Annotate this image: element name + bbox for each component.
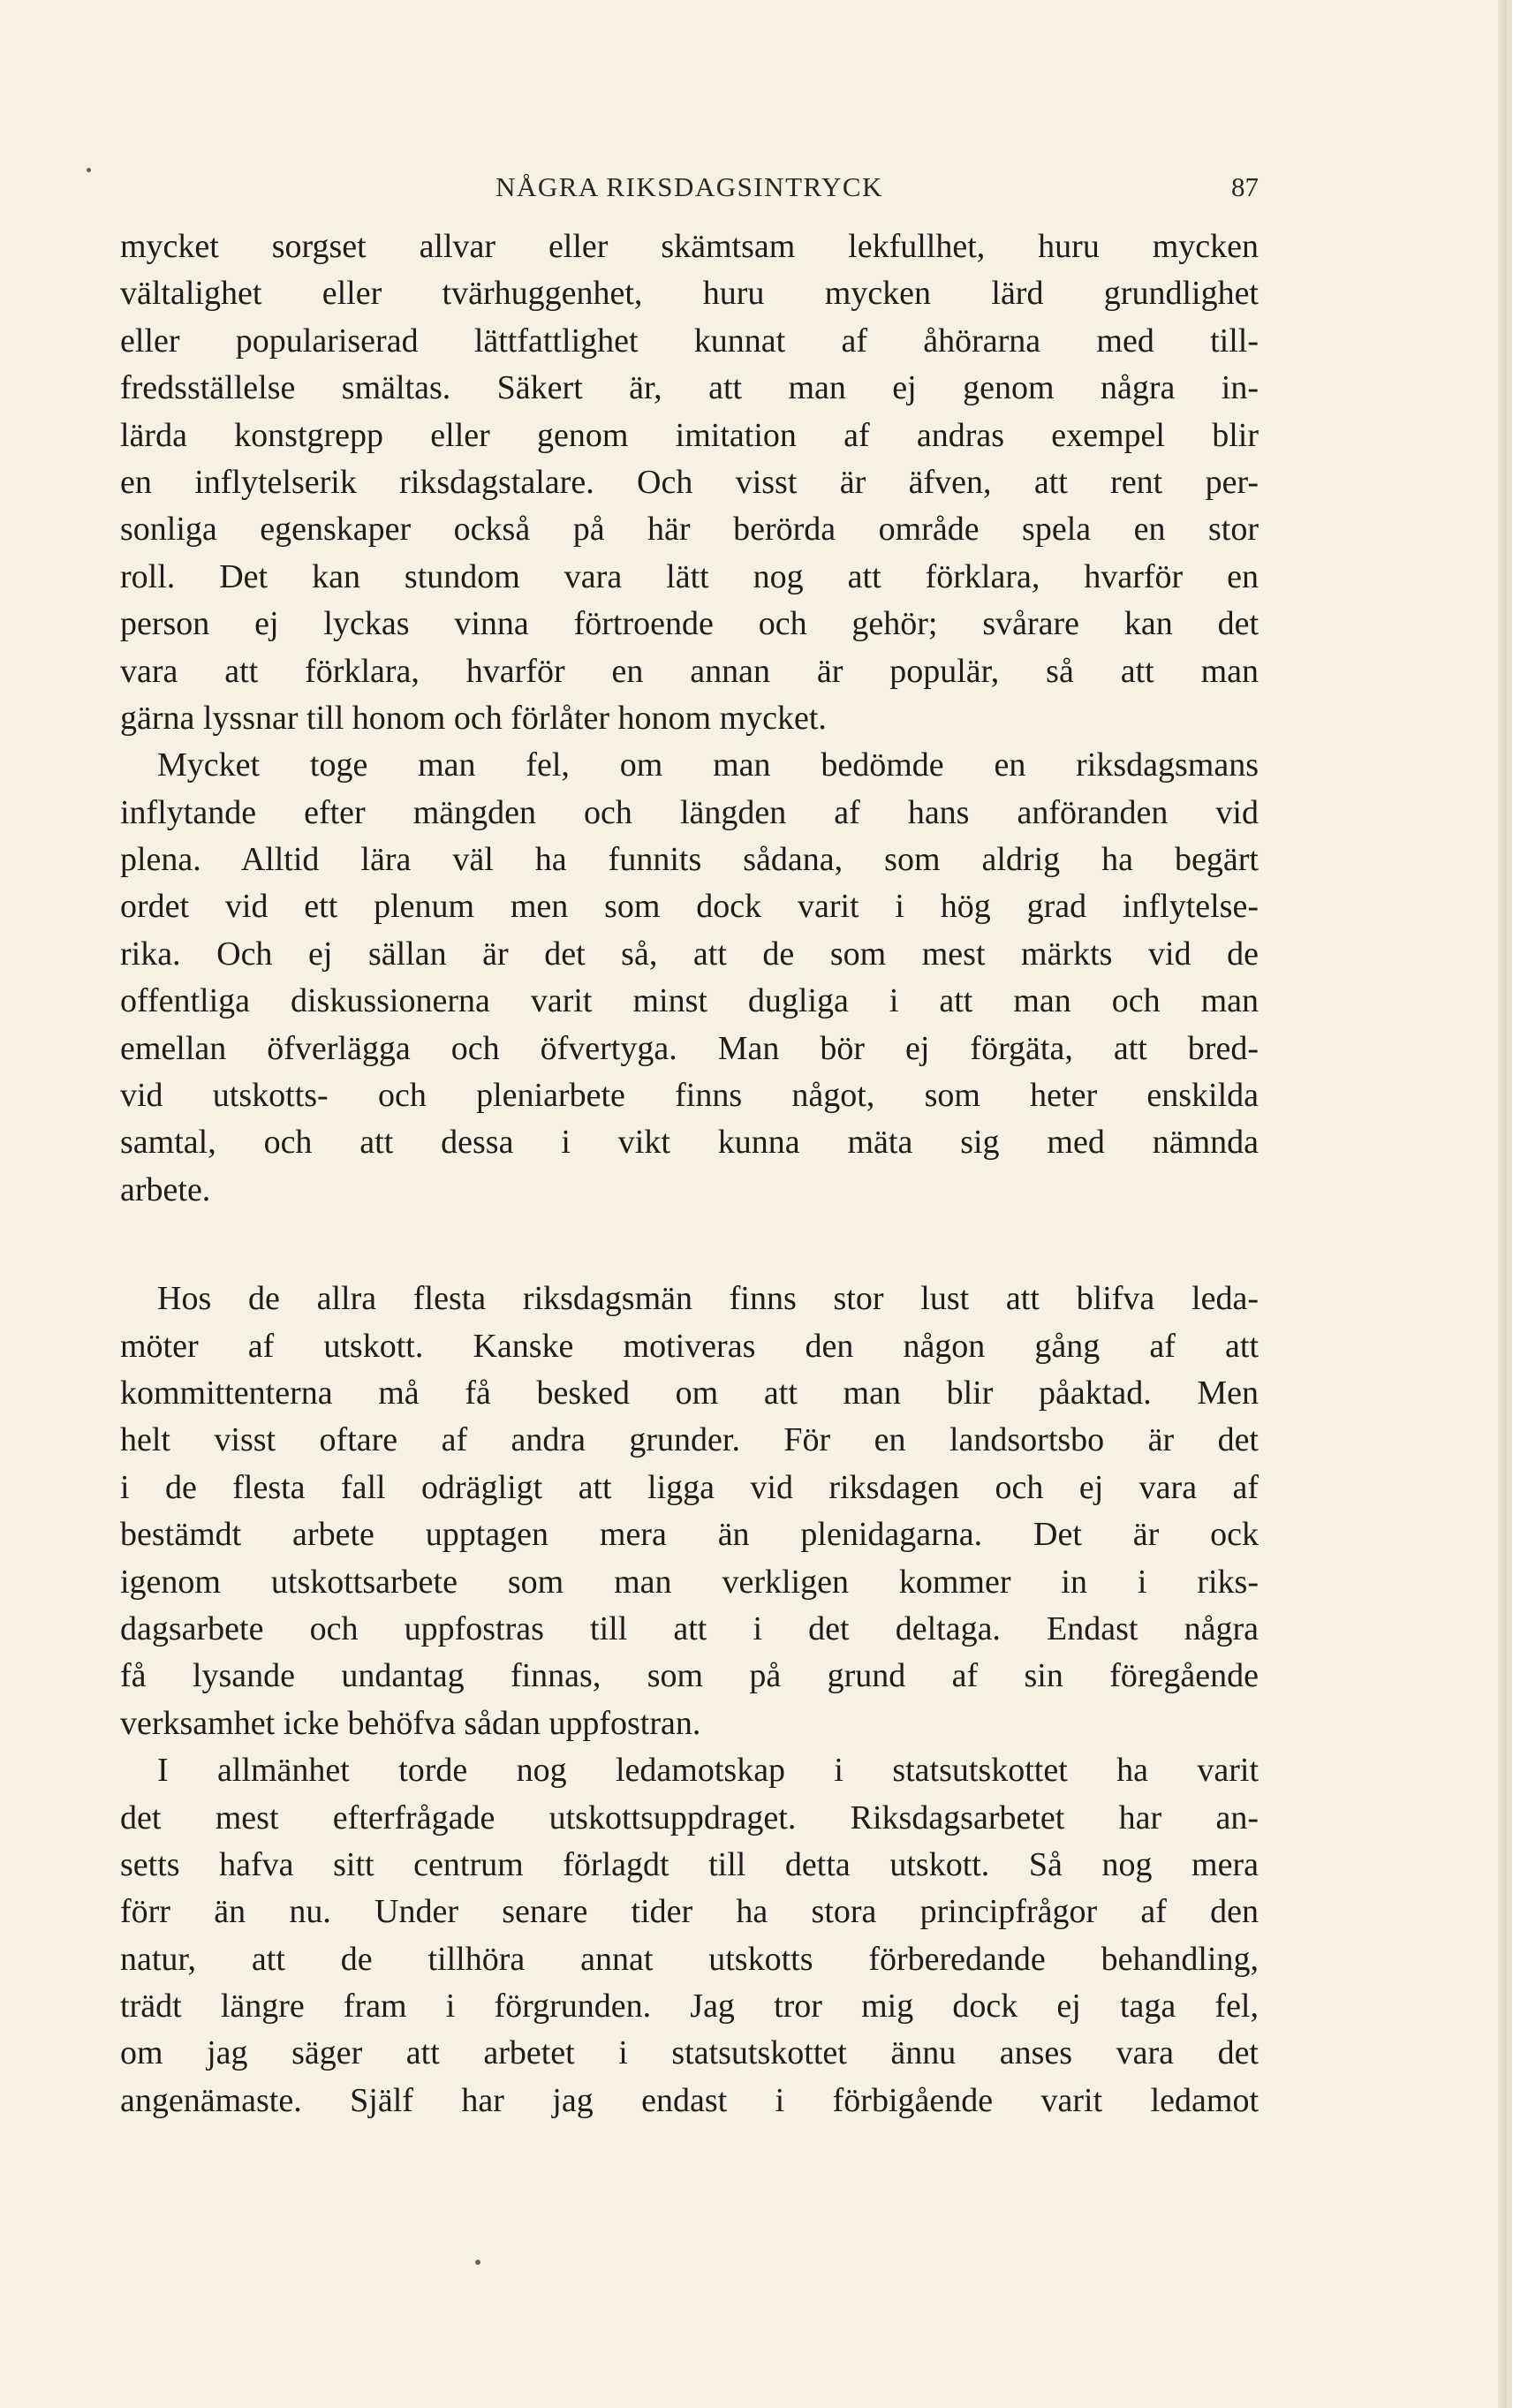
- text-line: förr än nu. Under senare tider ha stora principfrågor af den: [120, 1893, 1259, 1931]
- text-line: samtal, och att dessa i vikt kunna mäta sig med nämnda: [120, 1124, 1259, 1162]
- text-line: trädt längre fram i förgrunden. Jag tror mig dock ej taga fel,: [120, 1988, 1259, 2026]
- text-line: möter af utskott. Kanske motiveras den någon gång af att: [120, 1327, 1259, 1365]
- text-line: emellan öfverlägga och öfvertyga. Man bör ej förgäta, att bred-: [120, 1029, 1259, 1067]
- text-line: gärna lyssnar till honom och förlåter honom mycket.: [120, 699, 827, 737]
- text-line: om jag säger att arbetet i statsutskottet ännu anses vara det: [120, 2034, 1259, 2072]
- text-line: verksamhet icke behöfva sådan uppfostran.: [120, 1704, 701, 1742]
- ink-speck: [475, 2260, 480, 2265]
- text-line: natur, att de tillhöra annat utskotts förberedande behandling,: [120, 1940, 1259, 1978]
- text-line: fredsställelse smältas. Säkert är, att man ej genom några in-: [120, 369, 1259, 407]
- text-line: bestämdt arbete upptagen mera än plenidagarna. Det är ock: [120, 1516, 1259, 1554]
- page-number: 87: [1231, 171, 1259, 202]
- paragraph: [120, 223, 1259, 742]
- text-line: få lysande undantag finnas, som på grund af sin föregående: [120, 1657, 1259, 1695]
- text-line: setts hafva sitt centrum förlagdt till detta utskott. Så nog mera: [120, 1845, 1259, 1883]
- section-gap: [120, 1214, 1259, 1276]
- text-line: angenämaste. Själf har jag endast i förbigående varit ledamot: [120, 2081, 1259, 2119]
- text-line: roll. Det kan stundom vara lätt nog att förklara, hvarför en: [120, 557, 1259, 595]
- body-text: [120, 223, 1259, 2124]
- paragraph: [120, 742, 1259, 1214]
- text-line: lärda konstgrepp eller genom imitation af andras exempel blir: [120, 416, 1259, 454]
- text-line: offentliga diskussionerna varit minst dugliga i att man och man: [120, 982, 1259, 1020]
- text-line: mycket sorgset allvar eller skämtsam lekfullhet, huru mycken: [120, 228, 1259, 265]
- paragraph: [120, 1747, 1259, 2124]
- text-line: vid utskotts- och pleniarbete finns något, som heter enskilda: [120, 1077, 1259, 1115]
- text-line: vara att förklara, hvarför en annan är populär, så att man: [120, 652, 1259, 690]
- text-line: sonliga egenskaper också på här berörda område spela en stor: [120, 511, 1259, 549]
- paragraph: [120, 1276, 1259, 1747]
- text-line: vältalighet eller tvärhuggenhet, huru mycken lärd grundlighet: [120, 275, 1259, 313]
- text-line: dagsarbete och uppfostras till att i det deltaga. Endast några: [120, 1609, 1259, 1647]
- text-line: rika. Och ej sällan är det så, att de som mest märkts vid de: [120, 935, 1259, 973]
- text-line: person ej lyckas vinna förtroende och gehör; svårare kan det: [120, 605, 1259, 643]
- running-header: [120, 164, 1259, 208]
- text-line: i de flesta fall odrägligt att ligga vid riksdagen och ej vara af: [120, 1468, 1259, 1506]
- text-line: eller populariserad lättfattlighet kunnat af åhörarna med till-: [120, 322, 1259, 360]
- text-line: arbete.: [120, 1170, 211, 1208]
- text-line: igenom utskottsarbete som man verkligen kommer in i riks-: [120, 1563, 1259, 1601]
- text-line: det mest efterfrågade utskottsuppdraget. Riksdagsarbetet har an-: [120, 1798, 1259, 1836]
- text-line: inflytande efter mängden och längden af hans anföranden vid: [120, 793, 1259, 831]
- text-line: plena. Alltid lära väl ha funnits sådana, som aldrig ha begärt: [120, 841, 1259, 879]
- text-line: Mycket toge man fel, om man bedömde en riksdagsmans: [157, 746, 1259, 784]
- text-line: ordet vid ett plenum men som dock varit i hög grad inflytelse-: [120, 888, 1259, 926]
- ink-speck: [87, 168, 91, 172]
- text-line: I allmänhet torde nog ledamotskap i statsutskottet ha varit: [157, 1752, 1259, 1790]
- running-title: NÅGRA RIKSDAGSINTRYCK: [495, 171, 883, 202]
- text-line: Hos de allra flesta riksdagsmän finns stor lust att blifva leda-: [157, 1280, 1259, 1318]
- text-line: en inflytelserik riksdagstalare. Och visst är äfven, att rent per-: [120, 463, 1259, 501]
- text-line: helt visst oftare af andra grunder. För en landsortsbo är det: [120, 1421, 1259, 1459]
- text-line: kommittenterna må få besked om att man blir påaktad. Men: [120, 1374, 1259, 1412]
- page-edge: [1498, 0, 1507, 2408]
